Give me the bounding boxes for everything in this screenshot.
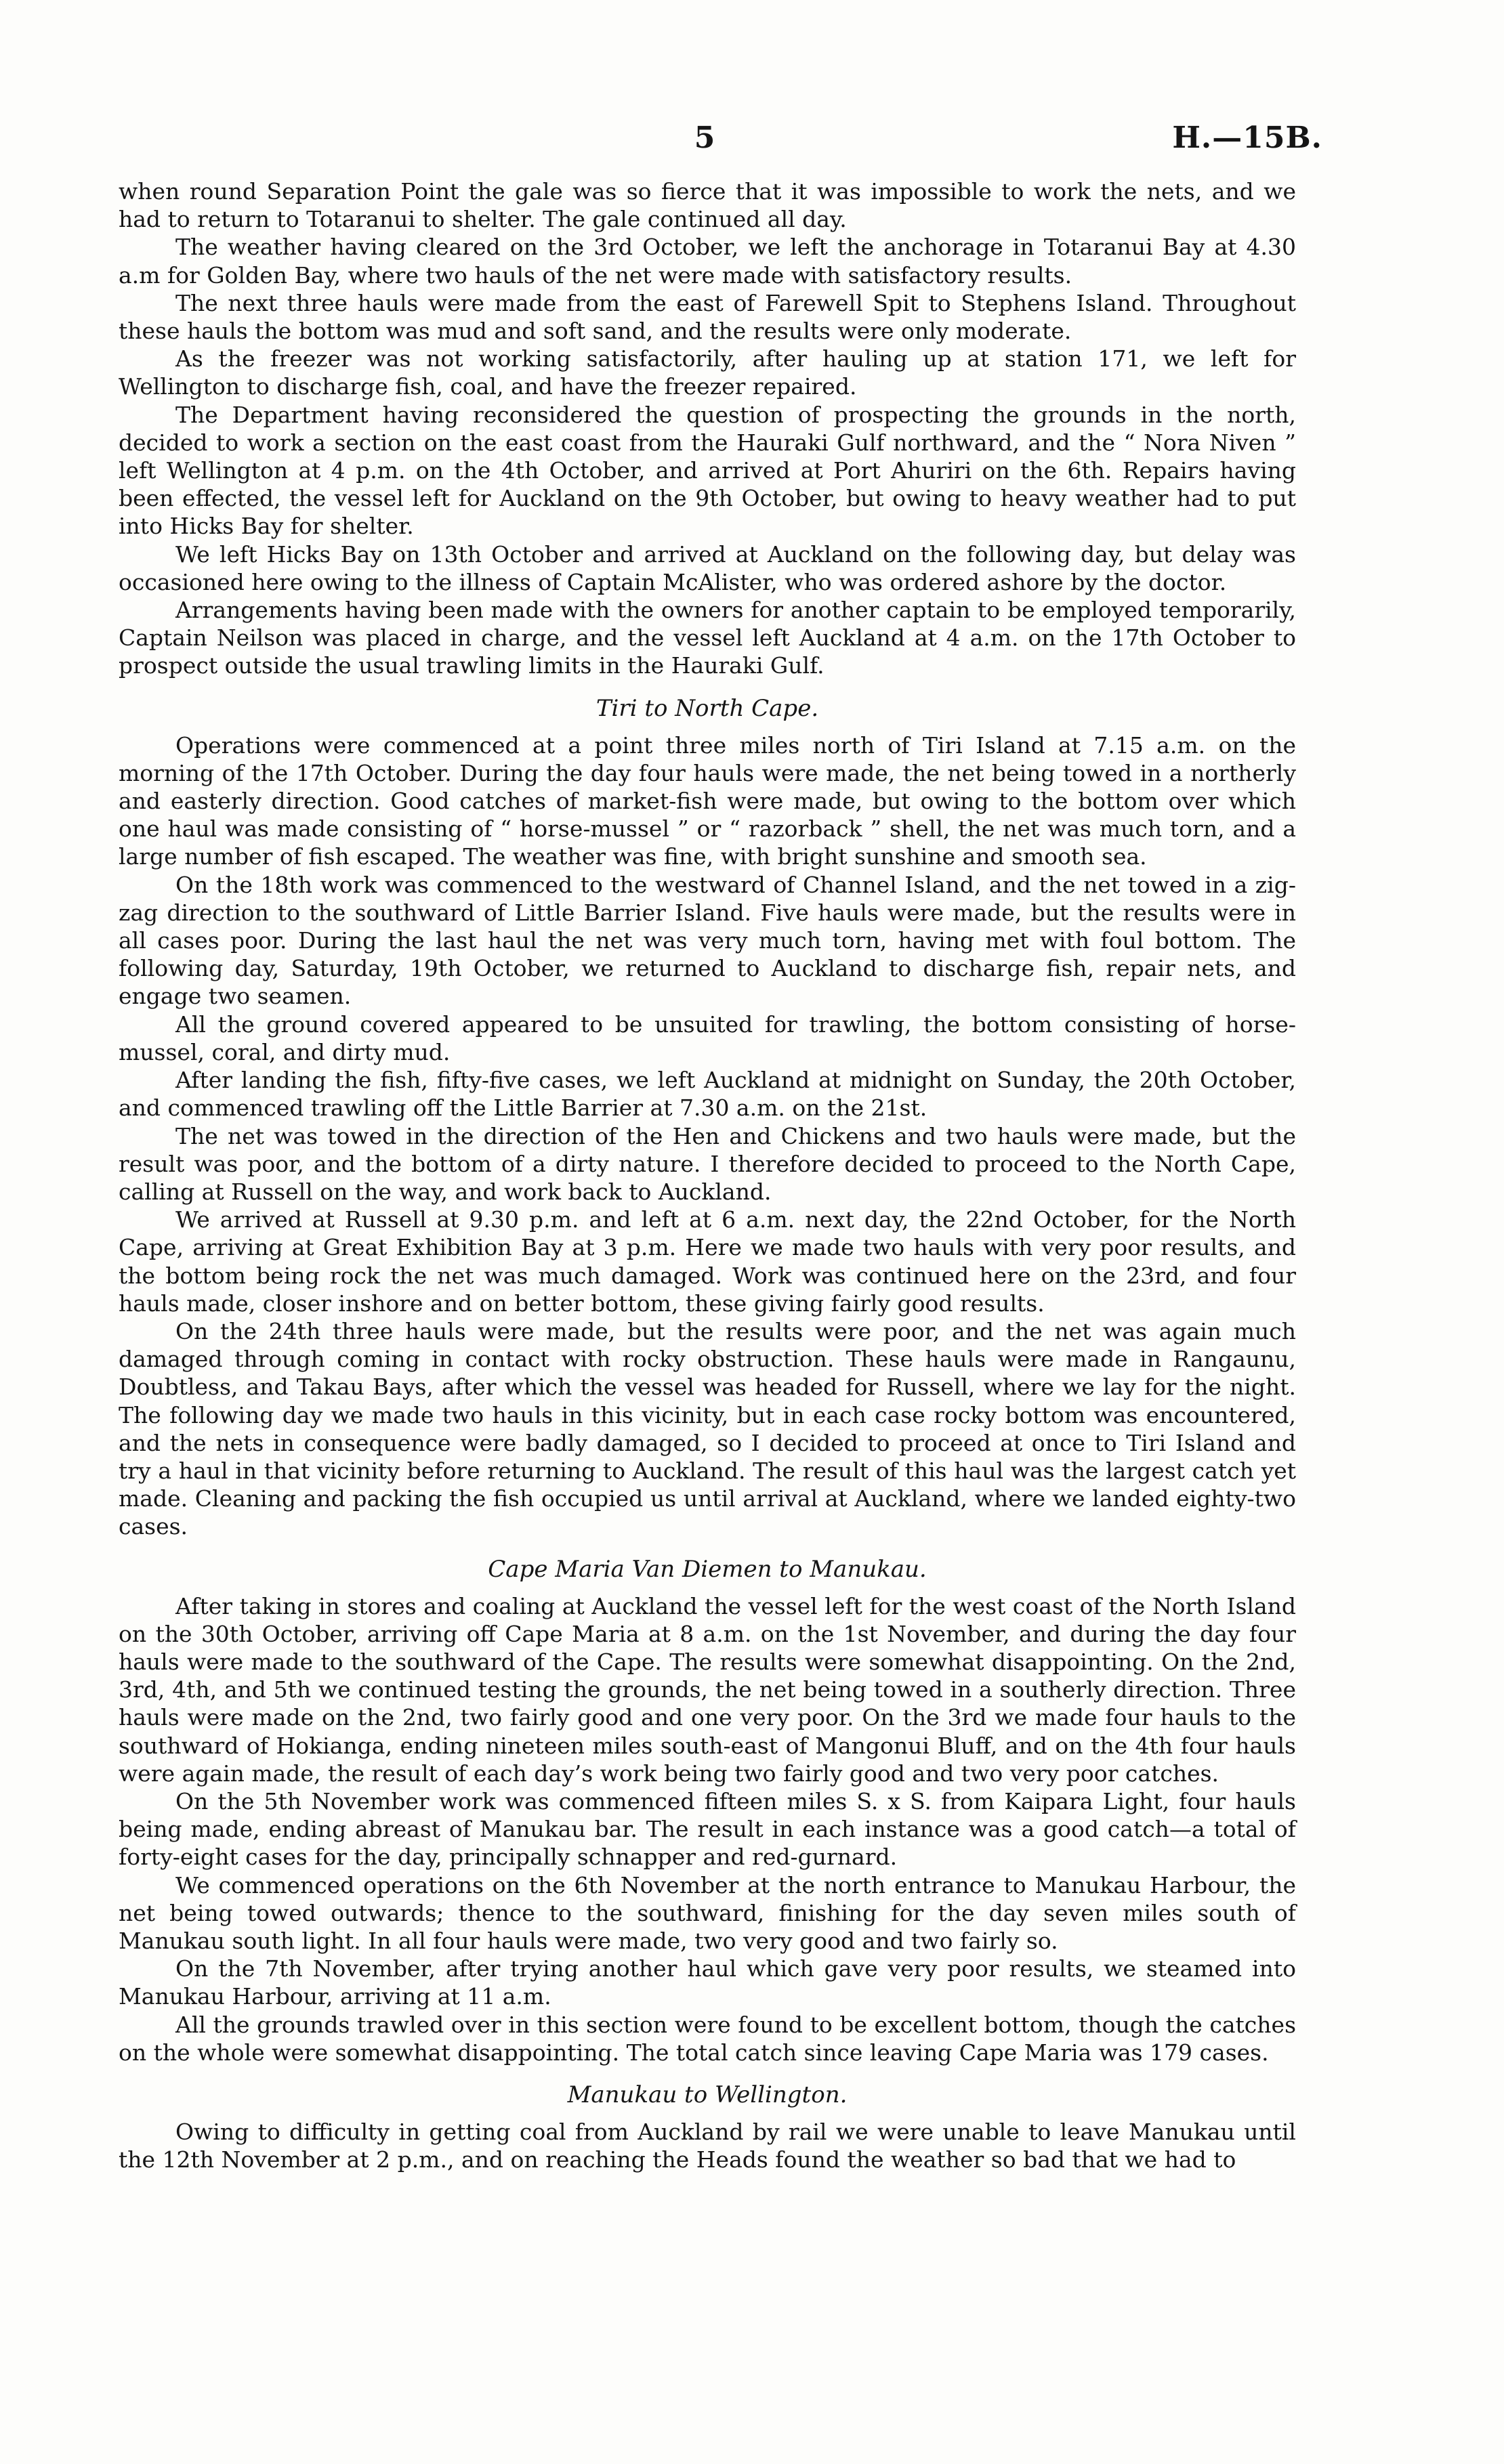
section-heading-manukau: Manukau to Wellington. (567, 2081, 848, 2108)
paragraph: We arrived at Russell at 9.30 p.m. and left at 6 a.m. next day, the 22nd October, for the North Cape, arriving at Great Exhibition Bay at 3 p.m. Here we made two hauls with very poor results, and the bottom being rock the net was much damaged. Work was continued here on the 23rd, and four hauls made, closer inshore and on better bottom, these giving fairly good results. (119, 1206, 1296, 1317)
section-heading-cape-maria: Cape Maria Van Diemen to Manukau. (488, 1555, 927, 1583)
paragraph: The Department having reconsidered the question of prospecting the grounds in the north, decided to work a section on the east coast from the Hauraki Gulf northward, and the “ Nora Niven ” left Wellington at 4 p.m. on the 4th October, and arrived at Port Ahuriri on the 6th. Repairs having been effected, the vessel left for Auckland on the 9th October, but owing to heavy weather had to put into Hicks Bay for shelter. (119, 401, 1296, 540)
paragraph: On the 7th November, after trying another haul which gave very poor results, we steamed into Manukau Harbour, arriving at 11 a.m. (119, 1955, 1296, 2010)
paragraph: On the 24th three hauls were made, but the results were poor, and the net was again much damaged through coming in contact with rocky obstruction. These hauls were made in Rangaunu, Doubtless, and Takau Bays, after which the vessel was headed for Russell, where we lay for the night. The following day we made two hauls in this vicinity, but in each case rocky bottom was encountered, and the nets in consequence were badly damaged, so I decided to proceed at once to Tiri Island and try a haul in that vicinity before returning to Auckland. The result of this haul was the largest catch yet made. Cleaning and packing the fish occupied us until arrival at Auckland, where we landed eighty-two cases. (119, 1317, 1296, 1540)
body-text (119, 177, 1296, 2173)
paragraph: On the 5th November work was commenced fifteen miles S. x S. from Kaipara Light, four hauls being made, ending abreast of Manukau bar. The result in each instance was a good catch—a total of forty-eight cases for the day, principally schnapper and red-gurnard. (119, 1787, 1296, 1871)
paragraph: We left Hicks Bay on 13th October and arrived at Auckland on the following day, but delay was occasioned here owing to the illness of Captain McAlister, who was ordered ashore by the doctor. (119, 540, 1296, 595)
paragraph: Owing to difficulty in getting coal from Auckland by rail we were unable to leave Manukau until the 12th November at 2 p.m., and on reaching the Heads found the weather so bad that we had to (119, 2119, 1296, 2173)
paragraph: The weather having cleared on the 3rd October, we left the anchorage in Totaranui Bay at 4.30 a.m for Golden Bay, where two hauls of the net were made with satisfactory results. (119, 234, 1296, 289)
paragraph: The next three hauls were made from the east of Farewell Spit to Stephens Island. Throughout these hauls the bottom was mud and soft sand, and the results were only moderate. (119, 289, 1296, 345)
paragraph: On the 18th work was commenced to the westward of Channel Island, and the net towed in a zig-zag direction to the southward of Little Barrier Island. Five hauls were made, but the results were in all cases poor. During the last haul the net was very much torn, having met with foul bottom. The following day, Saturday, 19th October, we returned to Auckland to discharge fish, repair nets, and engage two seamen. (119, 871, 1296, 1010)
paragraph: All the ground covered appeared to be unsuited for trawling, the bottom consisting of horse-mussel, coral, and dirty mud. (119, 1011, 1296, 1065)
paragraph: We commenced operations on the 6th November at the north entrance to Manukau Harbour, the net being towed outwards; thence to the southward, finishing for the day seven miles south of Manukau south light. In all four hauls were made, two very good and two fairly so. (119, 1871, 1296, 1954)
paragraph: After landing the fish, fifty-five cases, we left Auckland at midnight on Sunday, the 20th October, and commenced trawling off the Little Barrier at 7.30 a.m. on the 21st. (119, 1067, 1296, 1122)
paragraph: Operations were commenced at a point three miles north of Tiri Island at 7.15 a.m. on the morning of the 17th October. During the day four hauls were made, the net being towed in a northerly and easterly direction. Good catches of market-fish were made, but owing to the bottom over which one haul was made consisting of “ horse-mussel ” or “ razorback ” shell, the net was much torn, and a large number of fish escaped. The weather was fine, with bright sunshine and smooth sea. (119, 731, 1296, 870)
page-number: 5 (694, 121, 715, 155)
paragraph: Arrangements having been made with the owners for another captain to be employed temporarily, Captain Neilson was placed in charge, and the vessel left Auckland at 4 a.m. on the 17th October to prospect outside the usual trawling limits in the Hauraki Gulf. (119, 597, 1296, 679)
section-heading-tiri: Tiri to North Cape. (596, 694, 819, 722)
paragraph: The net was towed in the direction of the Hen and Chickens and two hauls were made, but the result was poor, and the bottom of a dirty nature. I therefore decided to proceed to the North Cape, calling at Russell on the way, and work back to Auckland. (119, 1122, 1296, 1205)
document-reference: H.—15B. (1172, 121, 1322, 155)
paragraph: when round Separation Point the gale was so fierce that it was impossible to work the nets, and we had to return to Totaranui to shelter. The gale continued all day. (119, 178, 1296, 233)
paragraph: After taking in stores and coaling at Auckland the vessel left for the west coast of the North Island on the 30th October, arriving off Cape Maria at 8 a.m. on the 1st November, and during the day four hauls were made to the southward of the Cape. The results were somewhat disappointing. On the 2nd, 3rd, 4th, and 5th we continued testing the grounds, the net being towed in a southerly direction. Three hauls were made on the 2nd, two fairly good and one very poor. On the 3rd we made four hauls to the southward of Hokianga, ending nineteen miles south-east of Mangonui Bluff, and on the 4th four hauls were again made, the result of each day’s work being two fairly good and two very poor catches. (119, 1592, 1296, 1787)
paragraph: All the grounds trawled over in this section were found to be excellent bottom, though the catches on the whole were somewhat disappointing. The total catch since leaving Cape Maria was 179 cases. (119, 2011, 1296, 2066)
paragraph: As the freezer was not working satisfactorily, after hauling up at station 171, we left for Wellington to discharge fish, coal, and have the freezer repaired. (119, 345, 1296, 400)
